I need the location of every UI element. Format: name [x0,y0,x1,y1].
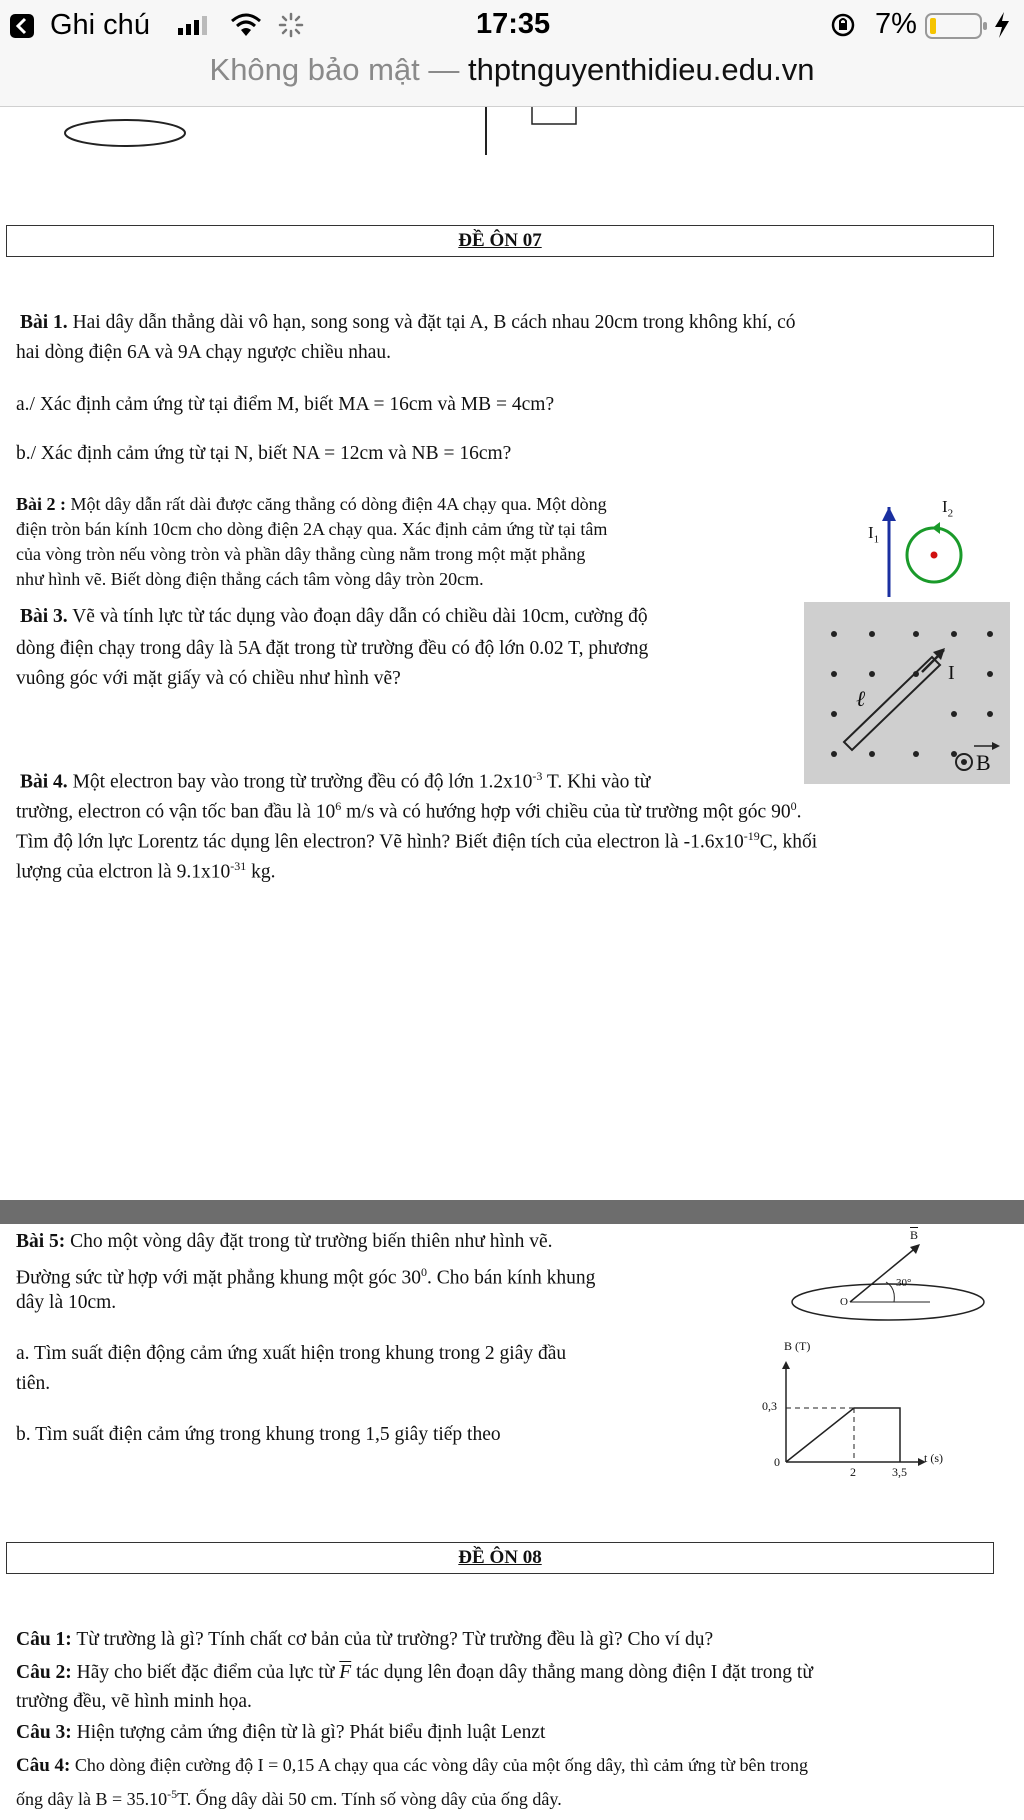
cau2-label: Câu 2: [16,1662,72,1683]
fig-l-label: ℓ [856,686,866,711]
fig-i1-text: I [868,523,874,542]
cau4-line1-text: Cho dòng điện cường độ I = 0,15 A chạy qua các vòng dây của một ống dây, thì cảm ứng từ bên trong [70,1755,808,1775]
bai3-line1 [20,603,800,630]
bai5-line1-text: Cho một vòng dây đặt trong từ trường biến thiên như hình vẽ. [65,1231,553,1252]
bai4-line2-b: m/s và có hướng hợp với chiều của từ trường một góc 90 [341,801,791,823]
cau3-label: Câu 3: [16,1722,72,1743]
orientation-lock-icon [830,12,856,38]
cau4-line1 [16,1753,1020,1778]
cut-off-figure [60,107,600,157]
graph-x-2: 2 [850,1465,856,1479]
bai5-a-line1: a. Tìm suất điện động cảm ứng xuất hiện trong khung trong 2 giây đầu [16,1343,567,1364]
url-bar[interactable] [0,50,1024,107]
fig-i2-text: I [942,497,948,516]
cau1 [16,1626,1016,1653]
bai4-label: Bài 4. [20,771,68,793]
bai4-line1 [20,763,810,796]
fig-i2-label [942,495,953,525]
cau2-line2: trường đều, vẽ hình minh họa. [16,1691,252,1712]
graph-ylabel: B (T) [784,1339,811,1353]
bai4-line2-c: . [796,801,802,823]
bai5-label: Bài 5: [16,1231,66,1252]
fig-angle: 30° [896,1277,912,1289]
fig-i1-label [868,521,879,551]
section-title-de-on-07 [6,225,994,257]
bai2-line3: của vòng tròn nếu vòng tròn và phần dây thẳng cùng nằm trong một mặt phẳng [16,544,586,564]
bai4-line3-b: C, khối [759,831,818,853]
back-app-label: Ghi chú [50,9,150,41]
page-divider [0,1200,1024,1224]
bai2-figure [860,497,970,607]
cau4-line2-exp: -5 [167,1787,178,1801]
charging-icon [993,11,1011,39]
bai1-line2: hai dòng điện 6A và 9A chạy ngược chiều nhau. [16,342,392,363]
security-label: Không bảo mật — [209,52,460,87]
bai1-b: b./ Xác định cảm ứng từ tại N, biết NA = 12cm và NB = 16cm? [16,443,512,464]
bai5-line2-a: Đường sức từ hợp với mặt phẳng khung một góc 30 [16,1267,421,1289]
cau1-label: Câu 1: [16,1629,72,1650]
cau2-line1 [16,1659,1016,1686]
bai2-line1 [16,492,796,516]
battery-percent: 7% [875,8,917,40]
cau4-line2-b: T. Ống dây dài 50 cm. Tính số vòng dây của ống dây. [177,1789,562,1809]
fig-origin-o: O [840,1296,848,1308]
bai4-line4 [16,853,1016,886]
bai4-line2-exp: 6 [335,799,342,813]
back-icon [10,14,34,38]
cau2-text-a: Hãy cho biết đặc điểm của lực từ [71,1662,340,1683]
graph-x-35: 3,5 [892,1465,907,1479]
bai4-line3 [16,823,1016,856]
bai5-line2 [16,1259,756,1292]
bai3-line1-text: Vẽ và tính lực từ tác dụng vào đoạn dây dẫn có chiều dài 10cm, cường độ [67,606,648,627]
cau3-text: Hiện tượng cảm ứng điện từ là gì? Phát biểu định luật Lenzt [71,1722,546,1743]
graph-xlabel: t (s) [924,1451,943,1465]
section-title-de-on-08 [6,1542,994,1574]
bai4-line4-exp: -31 [230,859,247,873]
bai3-line3: vuông góc với mặt giấy và có chiều như hình vẽ? [16,668,401,689]
cau4-line2-a: ống dây là B = 35.10 [16,1789,168,1809]
cau3 [16,1719,1016,1746]
bai2-line2: điện tròn bán kính 10cm cho dòng điện 2A chạy qua. Xác định cảm ứng từ tại tâm [16,519,608,539]
bai5-line2-exp: 0 [420,1265,427,1279]
back-app-button[interactable] [10,11,170,43]
bai4-line3-a: Tìm độ lớn lực Lorentz tác dụng lên electron? Vẽ hình? Biết điện tích của electron là -1.6x10 [16,831,744,853]
bai4-line4-b: kg. [246,861,276,883]
bai5-coil-figure [770,1228,1010,1327]
fig-b-vector: $\overline{B}$ [910,1228,919,1242]
status-bar [0,0,1024,50]
graph-y-03: 0,3 [762,1399,777,1413]
bai3-label: Bài 3. [20,606,68,627]
bai2-line4: như hình vẽ. Biết dòng điện thẳng cách tâm vòng dây tròn 20cm. [16,569,484,589]
bai5-line2-b: . Cho bán kính khung [426,1267,596,1289]
loading-icon [278,12,304,38]
bai1-line1: Hai dây dẫn thẳng dài vô hạn, song song và đặt tại A, B cách nhau 20cm trong không khí, có [67,312,796,333]
force-vector-symbol: $\overline{F}$ [339,1662,352,1683]
bai4-line1-b: T. Khi vào từ [542,771,651,793]
cau4-label: Câu 4: [16,1755,71,1776]
fig-i2-sub: 2 [947,507,954,520]
cau4-line2 [16,1782,1020,1811]
bai3-figure [804,602,1010,784]
section-title-2-text: ĐỀ ÔN 08 [458,1547,542,1568]
fig-b-label: B [976,750,991,775]
bai5-a-line2: tiên. [16,1373,51,1394]
fig-i-label: I [948,662,955,684]
cau1-text: Từ trường là gì? Tính chất cơ bản của từ trường? Từ trường đều là gì? Cho ví dụ? [71,1629,714,1650]
url-text[interactable] [0,50,1024,90]
battery-icon [925,12,991,40]
wifi-icon [230,12,262,38]
fig-i1-sub: 1 [873,533,880,546]
bai5-line3: dây là 10cm. [16,1292,117,1313]
cau2-text-b: tác dụng lên đoạn dây thẳng mang dòng điện I đặt trong từ [351,1662,813,1683]
bai1-a: a./ Xác định cảm ứng từ tại điểm M, biết MA = 16cm và MB = 4cm? [16,394,555,415]
bai3-line2: dòng điện chạy trong dây là 5A đặt trong từ trường đều có độ lớn 0.02 T, phương [16,638,649,659]
clock: 17:35 [476,8,551,40]
bai4-line1-a: Một electron bay vào trong từ trường đều có độ lớn 1.2x10 [67,771,533,793]
bai1-label: Bài 1. [20,312,68,333]
graph-origin: 0 [774,1455,780,1469]
bai5-graph [760,1339,960,1479]
bai2-label: Bài 2 : [16,494,67,514]
bai1-text [20,309,1010,336]
bai4-line2-exp2: 0 [790,799,797,813]
bai4-line4-a: lượng của elctron là 9.1x10 [16,861,231,883]
bai4-line1-exp: -3 [532,769,543,783]
document-page [0,107,1024,1820]
section-title-text: ĐỀ ÔN 07 [458,230,542,251]
bai4-line2-a: trường, electron có vận tốc ban đầu là 10 [16,801,336,823]
bai5-b: b. Tìm suất điện cảm ứng trong khung trong 1,5 giây tiếp theo [16,1424,501,1445]
signal-icon [178,16,214,36]
url-host: thptnguyenthidieu.edu.vn [468,52,815,87]
bai4-line2 [16,793,1016,826]
bai4-line3-exp: -19 [743,829,760,843]
bai5-line1 [16,1228,736,1255]
bai2-line1-text: Một dây dẫn rất dài được căng thẳng có dòng điện 4A chạy qua. Một dòng [66,494,607,514]
